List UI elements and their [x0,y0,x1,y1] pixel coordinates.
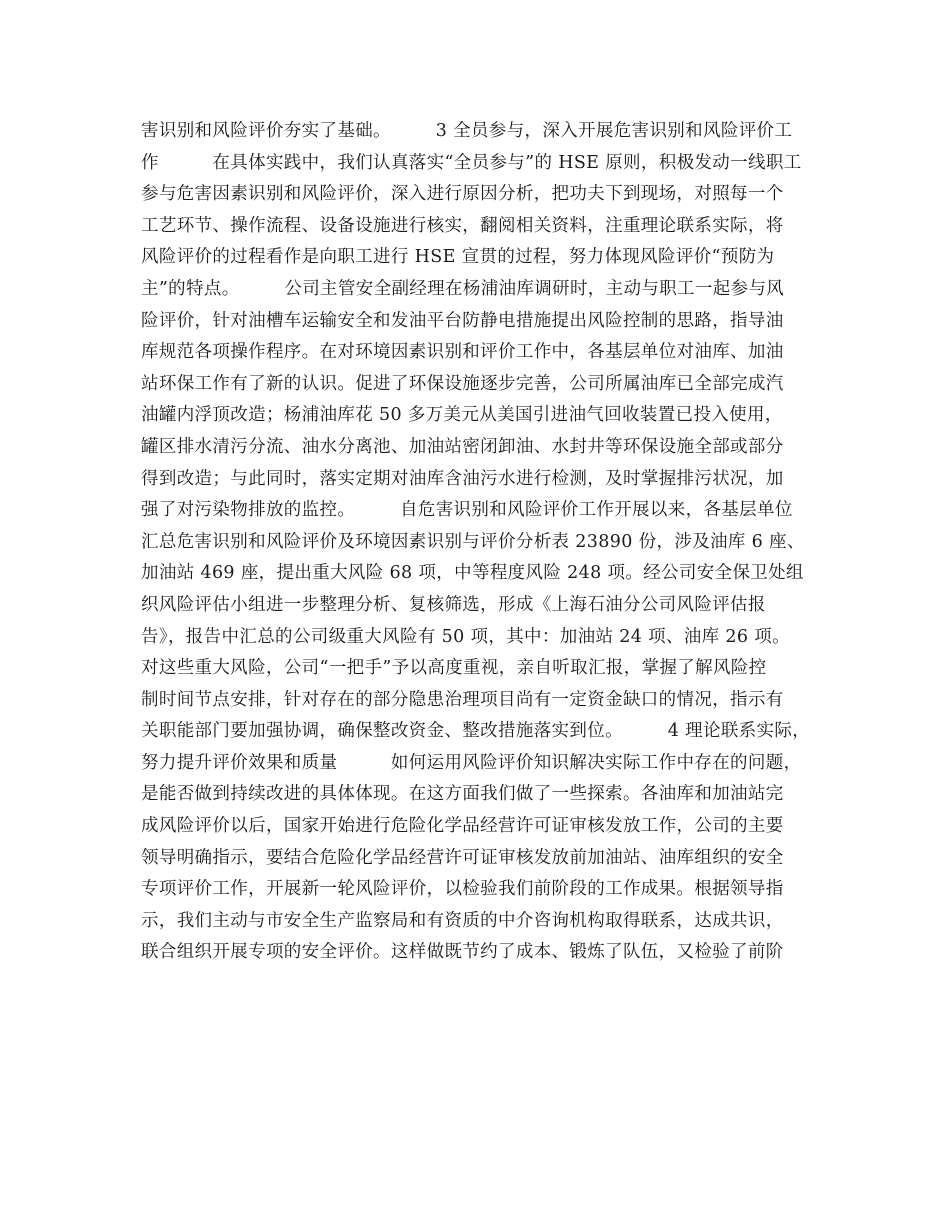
text-line: 成风险评价以后，国家开始进行危险化学品经营许可证审核发放工作，公司的主要 [141,816,784,837]
text-line: 制时间节点安排，针对存在的部分隐患治理项目尚有一定资金缺口的情况，指示有 [141,689,784,710]
body-text [141,116,841,969]
text-line: 作 在具体实践中，我们认真落实“全员参与”的 HSE 原则，积极发动一线职工 [141,152,802,173]
text-line: 库规范各项操作程序。在对环境因素识别和评价工作中，各基层单位对油库、加油 [141,342,784,363]
text-line: 油罐内浮顶改造；杨浦油库花 50 多万美元从美国引进油气回收装置已投入使用， [141,405,783,426]
text-line: 告》，报告中汇总的公司级重大风险有 50 项，其中：加油站 24 项、油库 26 项。 [141,626,790,647]
text-line: 险评价，针对油槽车运输安全和发油平台防静电措施提出风险控制的思路，指导油 [141,310,784,331]
text-line: 主”的特点。 公司主管安全副经理在杨浦油库调研时，主动与职工一起参与风 [141,278,785,299]
text-line: 参与危害因素识别和风险评价，深入进行原因分析，把功夫下到现场，对照每一个 [141,184,784,205]
text-line: 织风险评估小组进一步整理分析、复核筛选，形成《上海石油分公司风险评估报 [141,594,766,615]
text-line: 联合组织开展专项的安全评价。这样做既节约了成本、锻炼了队伍，又检验了前阶 [141,942,784,963]
text-line: 加油站 469 座，提出重大风险 68 项，中等程度风险 248 项。经公司安全保卫处组 [141,563,804,584]
text-line: 工艺环节、操作流程、设备设施进行核实，翻阅相关资料，注重理论联系实际，将 [141,215,784,236]
text-line: 努力提升评价效果和质量 如何运用风险评价知识解决实际工作中存在的问题， [141,752,802,773]
text-line: 领导明确指示，要结合危险化学品经营许可证审核发放前加油站、油库组织的安全 [141,847,784,868]
text-line: 专项评价工作，开展新一轮风险评价，以检验我们前阶段的工作成果。根据领导指 [141,879,784,900]
text-line: 强了对污染物排放的监控。 自危害识别和风险评价工作开展以来，各基层单位 [141,500,793,521]
text-line: 罐区排水清污分流、油水分离池、加油站密闭卸油、水封井等环保设施全部或部分 [141,436,784,457]
text-line: 关职能部门要加强协调，确保整改资金、整改措施落实到位。 4 理论联系实际， [141,721,811,742]
text-line: 示，我们主动与市安全生产监察局和有资质的中介咨询机构取得联系，达成共识， [141,910,784,931]
text-line: 对这些重大风险，公司“一把手”予以高度重视，亲自听取汇报，掌握了解风险控 [141,658,767,679]
text-line: 是能否做到持续改进的具体体现。在这方面我们做了一些探索。各油库和加油站完 [141,784,784,805]
text-line: 害识别和风险评价夯实了基础。 3 全员参与，深入开展危害识别和风险评价工 [141,121,793,141]
text-line: 风险评价的过程看作是向职工进行 HSE 宣贯的过程，努力体现风险评价“预防为 [141,247,775,268]
text-line: 汇总危害识别和风险评价及环境因素识别与评价分析表 23890 份，涉及油库 6 座、 [141,531,805,552]
text-line: 站环保工作有了新的认识。促进了环保设施逐步完善，公司所属油库已全部完成汽 [141,373,784,394]
text-line: 得到改造；与此同时，落实定期对油库含油污水进行检测，及时掌握排污状况，加 [141,468,784,489]
